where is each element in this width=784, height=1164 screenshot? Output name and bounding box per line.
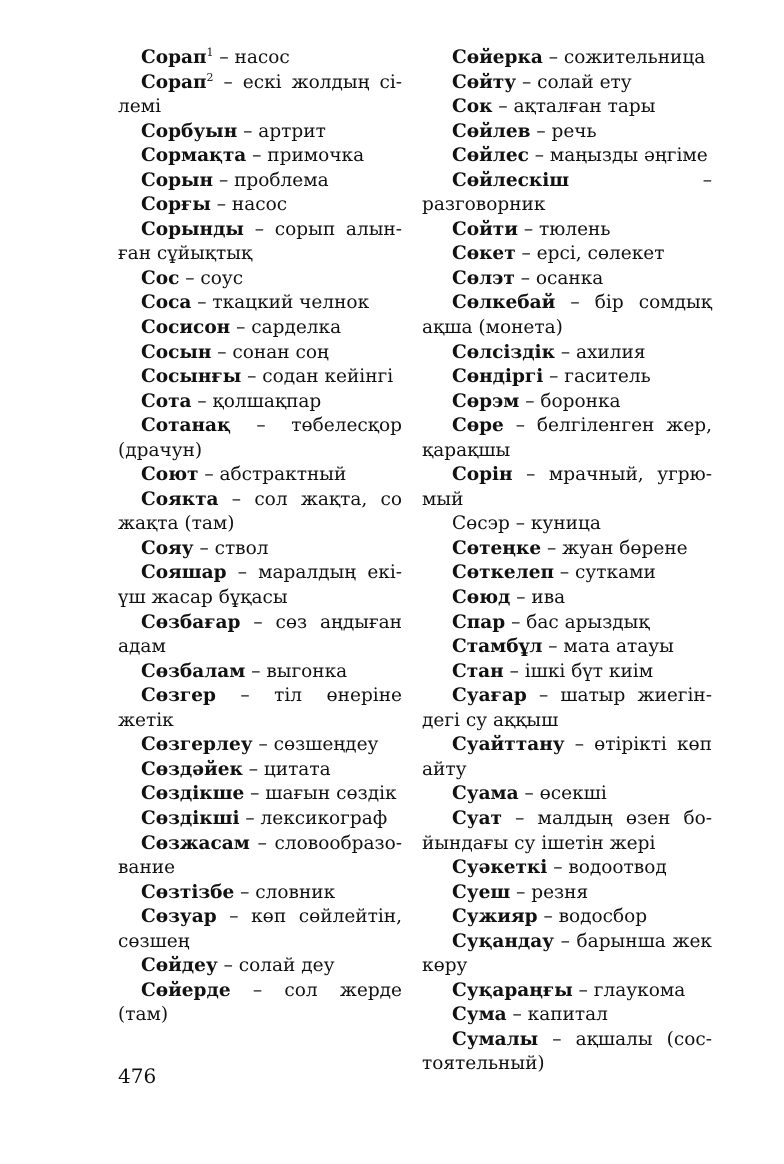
dictionary-entry [422,611,712,636]
entry-definition: – ерсі, сөлекет [515,243,665,265]
dictionary-entry [422,71,712,96]
dictionary-entry [422,169,712,218]
dictionary-entry [422,733,712,782]
dictionary-entry [422,807,712,856]
dictionary-entry [118,954,402,979]
dictionary-entry [422,905,712,930]
entry-headword: Сосын [141,341,212,363]
entry-headword: Сөйту [452,71,517,93]
entry-headword: Соса [141,292,192,314]
dictionary-entry [422,242,712,267]
homonym-number: 1 [206,46,214,59]
dictionary-entry [422,144,712,169]
entry-definition: – водосбор [537,906,648,928]
dictionary-entry [118,832,402,881]
dictionary-entry [422,463,712,512]
dictionary-entry [118,782,402,807]
entry-headword: Спар [452,611,506,633]
entry-headword: Сосисон [141,317,231,339]
entry-definition: – ақталған тары [492,96,656,118]
entry-definition: – соус [179,267,244,289]
entry-headword: Сорап [141,47,207,68]
entry-headword: Суәкеткі [452,857,548,879]
entry-headword: Сота [141,390,192,412]
dictionary-entry [422,684,712,733]
entry-definition: Сөсэр – куница [452,513,601,535]
entry-headword: Сөткелеп [452,562,555,584]
dictionary-entry [422,291,712,340]
entry-headword: Сояу [141,537,194,559]
dictionary-entry [422,881,712,906]
entry-definition: – маралдың екі-үш жасар бұқасы [118,562,402,609]
entry-definition: – барынша жек көру [422,930,712,977]
entry-definition: – содан кейінгі [241,366,394,388]
entry-definition: – бір сомдық ақша (монета) [422,292,712,339]
entry-definition: – ескі жолдың сі-лемі [118,71,402,118]
entry-definition: – цитата [242,758,331,780]
dictionary-entry [422,1003,712,1028]
entry-definition: – абстрактный [198,464,347,486]
entry-definition: – сонан соң [211,341,329,363]
entry-headword: Сорбуын [141,120,238,142]
entry-headword: Сөтеңке [452,537,542,559]
homonym-number: 2 [206,70,214,84]
entry-definition: – насос [213,47,290,68]
entry-definition: – артрит [237,120,326,142]
entry-headword: Сотанақ [141,415,231,437]
dictionary-entry [118,144,402,169]
dictionary-entry [118,733,402,758]
entry-headword: Сөйдеу [141,955,218,977]
dictionary-entry [422,341,712,366]
entry-headword: Сосынғы [141,366,242,388]
entry-definition: – шатыр жиегін-дегі су аққыш [422,685,712,731]
entry-definition: – тіл өнеріне жетік [118,685,402,731]
entry-headword: Сөзгер [141,685,216,707]
dictionary-entry [422,660,712,685]
entry-headword: Сума [452,1004,507,1026]
entry-definition: – шағын сөздік [244,783,397,805]
entry-headword: Сөзгерлеу [141,734,253,756]
entry-headword: Сөкет [452,243,516,265]
entry-headword: Суама [452,783,519,805]
entry-headword: Сөзуар [141,906,217,928]
entry-headword: Сөре [452,415,504,437]
entry-headword: Сорын [141,169,214,191]
entry-definition: – солай деу [217,955,335,977]
entry-headword: Суеш [452,881,511,903]
entry-headword: Сөлсіздік [452,341,555,363]
dictionary-entry [422,979,712,1004]
dictionary-entry [118,390,402,415]
dictionary-entry [118,660,402,685]
dictionary-entry [118,193,402,218]
entry-headword: Суайттану [452,734,565,756]
entry-definition: – төбелесқор (драчун) [118,415,402,461]
entry-headword: Сужияр [452,906,538,928]
dictionary-entry [422,267,712,292]
dictionary-entry [118,905,402,954]
entry-definition: – сутками [554,562,656,584]
entry-definition: – сарделка [230,317,342,339]
entry-headword: Сөзбағар [141,611,241,633]
dictionary-entry [118,807,402,832]
entry-definition: – сожительница [542,47,706,68]
entry-definition: – водоотвод [547,857,667,879]
entry-headword: Сөлэт [452,267,515,289]
dictionary-entry [118,488,402,537]
entry-headword: Стан [452,660,504,682]
dictionary-entry [422,635,712,660]
entry-definition: – ствол [193,537,269,559]
entry-definition: – гаситель [543,366,651,388]
entry-definition: – солай ету [516,71,632,93]
dictionary-entry [422,537,712,562]
entry-headword: Сөзжасам [141,832,250,854]
entry-headword: Сояшар [141,562,227,584]
entry-headword: Сорап [141,71,207,93]
entry-headword: Сөлкебай [452,292,556,314]
dictionary-entry [422,46,712,71]
entry-definition: – капитал [506,1004,608,1026]
dictionary-entry [118,71,402,120]
entry-definition: – ткацкий челнок [191,292,370,314]
entry-headword: Соют [141,464,199,486]
entry-definition: – мата атауы [542,636,674,658]
entry-headword: Суағар [452,685,527,707]
dictionary-entry [422,120,712,145]
dictionary-entry [118,218,402,267]
entry-headword: Суат [452,807,503,829]
dictionary-entry [118,979,402,1028]
entry-headword: Сормақта [141,145,247,167]
dictionary-entry [422,512,712,537]
entry-definition: – ішкі бүт киім [503,660,654,682]
left-column [118,46,402,1028]
entry-headword: Сөйерка [452,47,543,68]
entry-definition: – жуан бөрене [541,537,688,559]
entry-headword: Сөздікше [141,783,245,805]
right-column [422,46,712,1077]
entry-definition: – сол жақта, со жақта (там) [118,488,402,535]
dictionary-entry [422,218,712,243]
entry-definition: – ақшалы (сос-тоятельный) [422,1028,712,1075]
entry-definition: – мрачный, угрю-мый [422,464,712,510]
dictionary-entry [422,1028,712,1077]
dictionary-entry [118,414,402,463]
dictionary-entry [422,586,712,611]
entry-headword: Сөндіргі [452,366,544,388]
dictionary-entry [118,316,402,341]
entry-headword: Соякта [141,488,219,510]
entry-definition: – резня [510,881,589,903]
dictionary-entry [118,267,402,292]
entry-definition: – малдың өзен бо-йындағы су ішетін жері [422,807,712,854]
entry-definition: – боронка [519,390,621,412]
entry-headword: Стамбұл [452,636,543,658]
entry-definition: – проблема [213,169,329,191]
dictionary-entry [422,95,712,120]
dictionary-entry [118,684,402,733]
entry-definition: – сөзшеңдеу [252,734,379,756]
dictionary-entry [118,881,402,906]
entry-headword: Суқандау [452,930,555,952]
dictionary-entry [422,782,712,807]
entry-definition: – речь [530,120,597,142]
entry-definition: – көп сөйлейтін, сөзшең [118,906,402,952]
entry-headword: Сорін [452,464,513,486]
entry-definition: – өсекші [518,783,607,805]
dictionary-entry [118,611,402,660]
dictionary-entry [118,463,402,488]
entry-headword: Сөйерде [141,979,231,1001]
entry-definition: – ива [510,587,566,609]
entry-headword: Сөздәйек [141,758,243,780]
entry-definition: – сорып алын-ған сұйықтық [118,218,402,265]
entry-headword: Сумалы [452,1028,539,1050]
entry-definition: – сол жерде (там) [118,979,402,1026]
dictionary-entry [118,365,402,390]
entry-definition: – ахилия [554,341,646,363]
entry-headword: Сорғы [141,194,211,216]
entry-definition: – сөз аңдыған адам [118,611,402,658]
entry-headword: Суқараңғы [452,979,573,1001]
entry-headword: Сойти [452,218,518,240]
entry-definition: – насос [210,194,288,216]
dictionary-entry [422,365,712,390]
entry-headword: Сөйлескіш [452,169,570,191]
entry-headword: Сөюд [452,587,511,609]
entry-headword: Сорынды [141,218,244,240]
entry-headword: Сөйлев [452,120,531,142]
entry-definition: – маңызды әңгіме [528,145,708,167]
entry-headword: Сөздікші [141,807,240,829]
dictionary-entry [118,120,402,145]
entry-headword: Сөзтізбе [141,881,235,903]
dictionary-entry [118,341,402,366]
entry-headword: Сөйлес [452,145,529,167]
entry-definition: – өтірікті көп айту [422,734,712,780]
entry-definition: – лексикограф [239,807,388,829]
page-number: 476 [118,1064,157,1088]
entry-definition: – выгонка [245,660,348,682]
entry-definition: – тюлень [517,218,611,240]
dictionary-entry [118,46,402,71]
dictionary-entry [422,390,712,415]
dictionary-entry [118,537,402,562]
entry-definition: – қолшақпар [191,390,322,412]
entry-definition: – словник [234,881,336,903]
entry-definition: – разговорник [422,169,712,216]
dictionary-entry [422,561,712,586]
dictionary-entry [118,291,402,316]
entry-headword: Сөрэм [452,390,520,412]
dictionary-entry [118,169,402,194]
entry-headword: Сос [141,267,180,289]
dictionary-entry [118,758,402,783]
entry-definition: – осанка [514,267,604,289]
entry-headword: Сок [452,96,493,118]
dictionary-entry [422,856,712,881]
dictionary-entry [118,561,402,610]
entry-definition: – примочка [246,145,365,167]
entry-definition: – словообразо-вание [118,832,402,879]
entry-definition: – бас арыздық [505,611,650,633]
entry-definition: – глаукома [572,979,686,1001]
dictionary-entry [422,414,712,463]
entry-definition: – белгіленген жер, қарақшы [422,415,712,461]
dictionary-entry [422,930,712,979]
entry-headword: Сөзбалам [141,660,246,682]
